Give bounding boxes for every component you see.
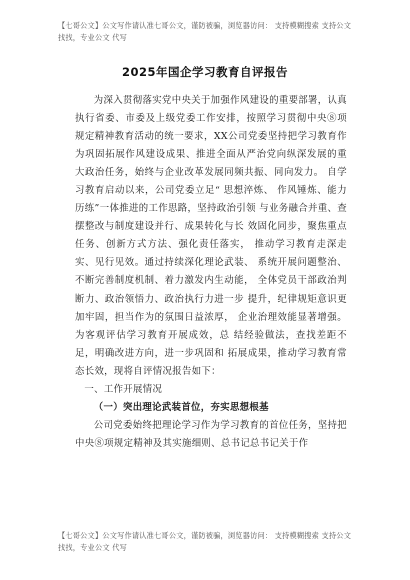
section-heading: 一、工作开展情况 [84,383,163,395]
document-body [75,92,347,453]
body-paragraph: 公司党委始终把理论学习作为学习教育的首位任务，坚持把中央⑧项规定精神及其实施细则、总书记总书记关于作 [75,419,347,449]
document-title: 2025年国企学习教育自评报告 [121,65,288,79]
intro-paragraph: 为深入贯彻落实党中央关于加强作风建设的重要部署，认真执行省委、市委及上级党委工作安排，按照学习贯彻中央⑧项规定精神教育活动的统一要求，XX公司党委坚持把学习教育作为巩固拓展作风建设成果、推进全面从严治党向纵深发展的重大政治任务，始终与企业改革发展同频共振、同向发力。 自学习教育启动以来，公司党委立足“ 思想淬炼、 作风锤炼、能力历练”一体推进的工作思路，坚持政治引领 与业务融合并重、查摆整改与制度建设并行、成果转化与长 效固化同步，聚焦重点任务、创新方式方法、强化责任落实， 推动学习教育走深走实、见行见效。通过持续深化理论武装、 系统开展问题整治、不断完善制度机制、着力激发内生动能， 全体党员干部政治判断力、政治领悟力、政治执行力进一步 提升，纪律规矩意识更加牢固，担当作为的氛围日益浓厚， 企业治理效能显著增强。为客观评估学习教育开展成效，总 结经验做法，查找差距不足，明确改进方向，进一步巩固和 拓展成果，推动学习教育常态长效，现将自评情况报告如下： [75,95,347,377]
footer-watermark-note: 【七哥公文】公文写作请认准七哥公文，谨防被骗，浏览器访问： 支持模糊搜索 支持公文找找，专业公文 代写 [58,531,352,552]
header-watermark-note: 【七哥公文】公文写作请认准七哥公文，谨防被骗，浏览器访问： 支持模糊搜索 支持公文找找，专业公文 代写 [58,21,352,42]
subsection-heading: （一）突出理论武装首位，夯实思想根基 [93,401,269,413]
